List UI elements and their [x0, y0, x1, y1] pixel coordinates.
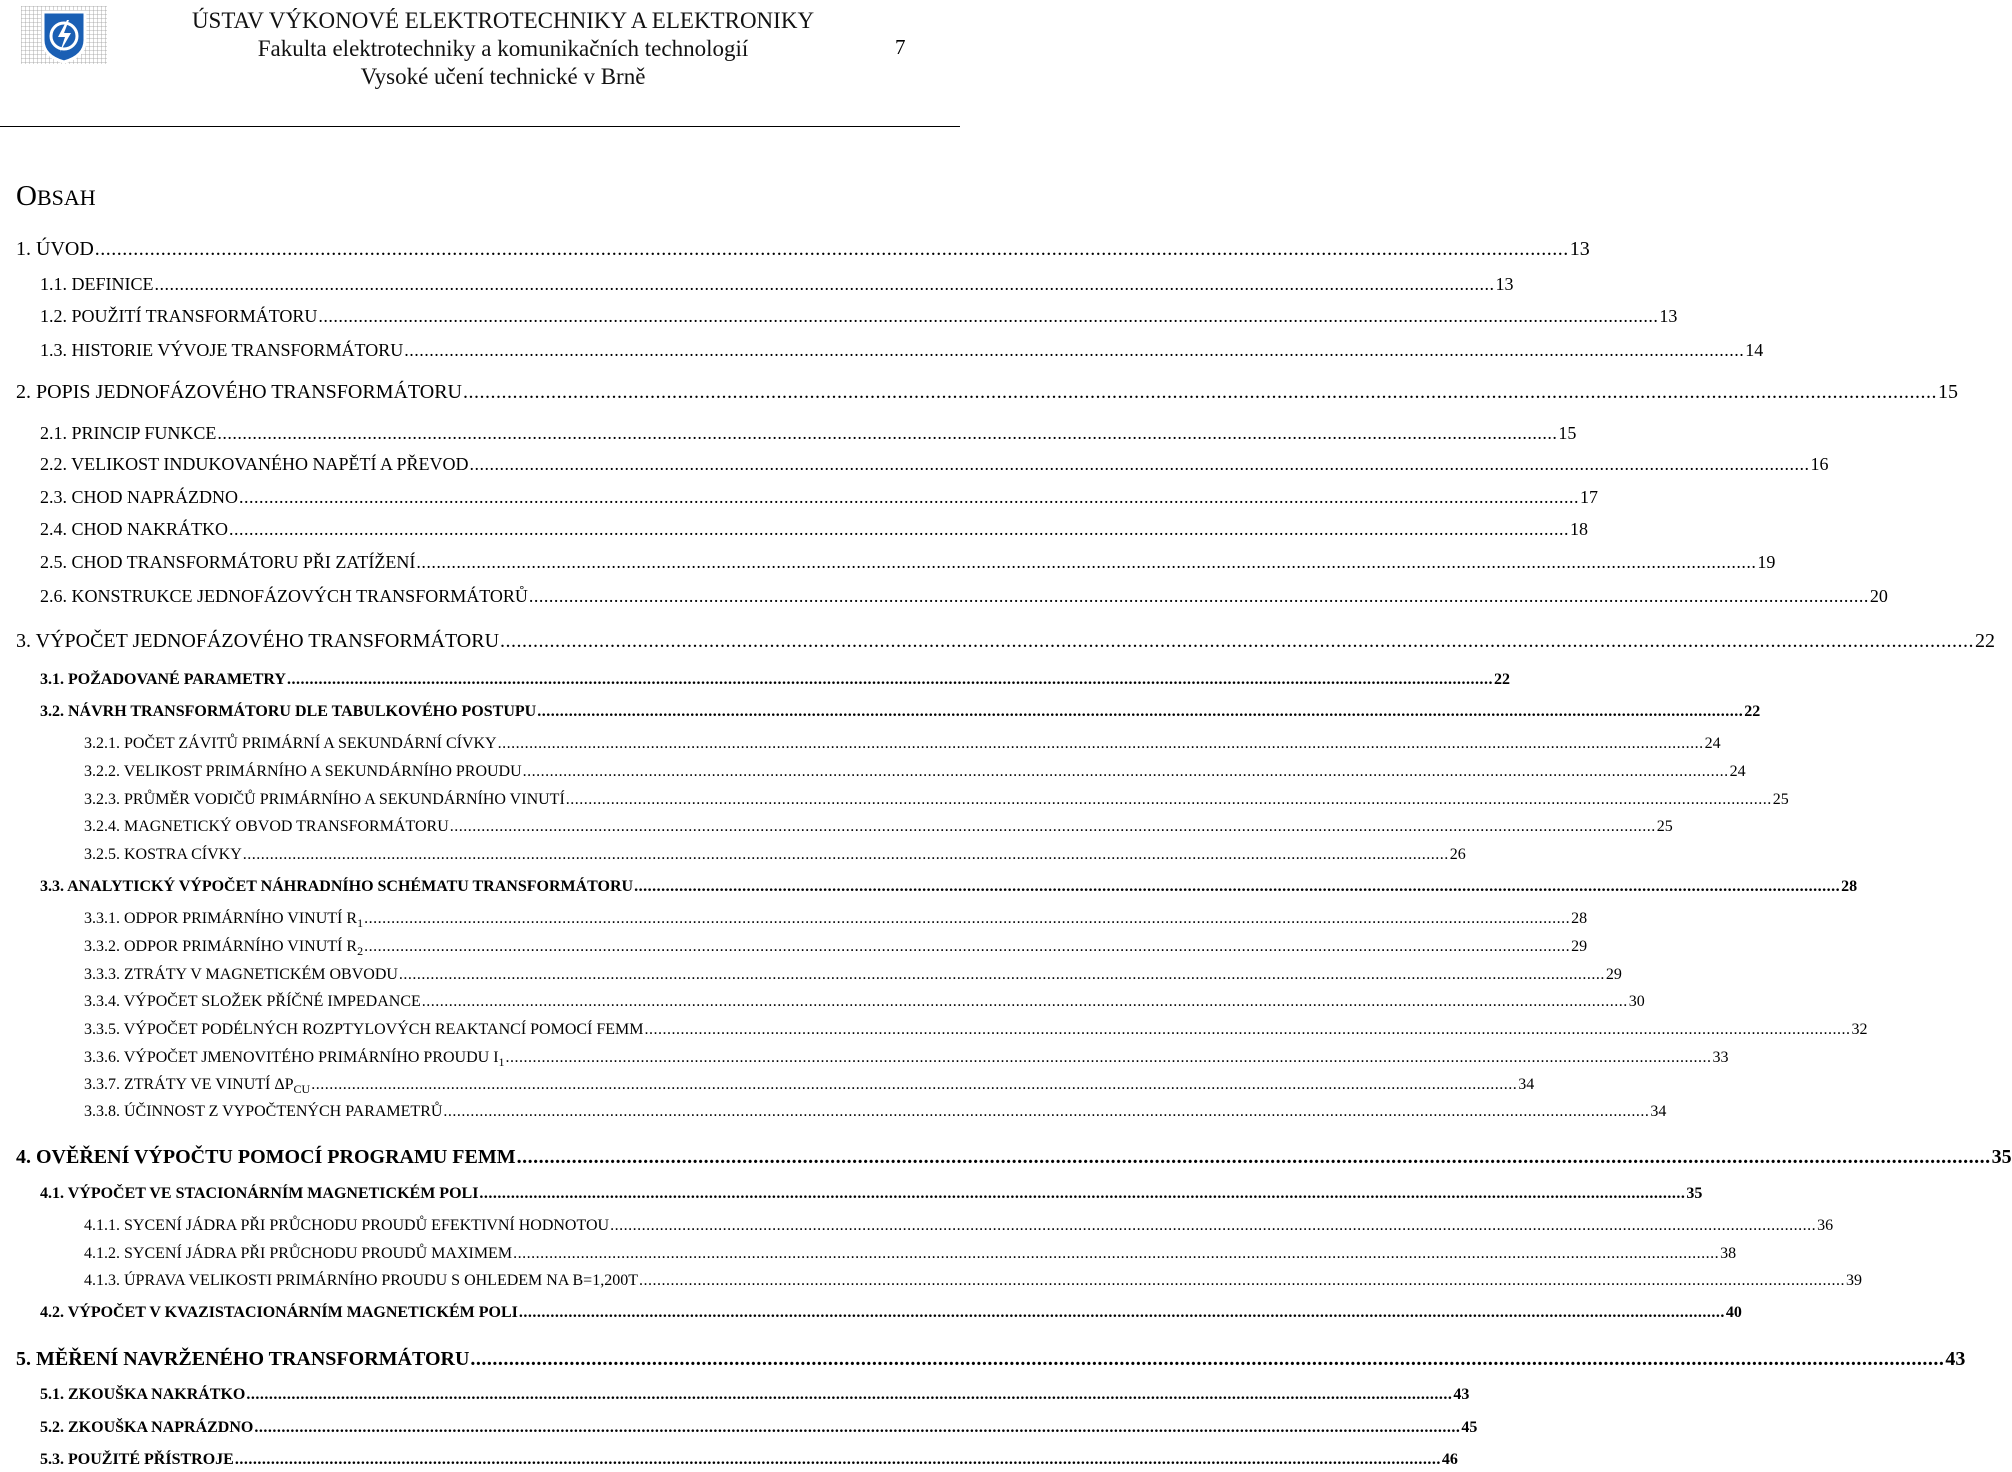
toc-dot-leader: ............................................................................................................................................................................................................................................................................	[638, 1272, 1845, 1289]
toc-entry[interactable]	[84, 935, 1588, 959]
toc-title-rest: BSAH	[36, 185, 96, 210]
toc-page-number: 26	[1449, 846, 1466, 863]
toc-page-number: 16	[1810, 454, 1829, 474]
toc-entry[interactable]	[40, 272, 1514, 296]
toc-entry-label: 3.3.6. VÝPOČET JMENOVITÉHO PRIMÁRNÍHO PROUDU $I_1$	[84, 1049, 505, 1069]
toc-dot-leader: ............................................................................................................................................................................................................................................................................	[500, 630, 1975, 652]
toc-page-number: 45	[1461, 1419, 1478, 1436]
toc-entry-label: 3.3.7. ZTRÁTY VE VINUTÍ $\Delta P_{CU}$	[84, 1076, 311, 1096]
toc-entry-label: 3.2.2. VELIKOST PRIMÁRNÍHO A SEKUNDÁRNÍHO PROUDU	[84, 763, 522, 780]
toc-page-number: 22	[1975, 630, 1996, 652]
toc-entry[interactable]	[84, 788, 1789, 812]
toc-page-number: 38	[1720, 1245, 1737, 1262]
toc-entry-label: 4.2. VÝPOČET V KVAZISTACIONÁRNÍM MAGNETICKÉM POLI	[40, 1304, 518, 1321]
toc-entry[interactable]	[40, 452, 1829, 476]
toc-dot-leader: ............................................................................................................................................................................................................................................................................	[610, 1217, 1817, 1234]
toc-entry[interactable]	[16, 1145, 2012, 1169]
toc-dot-leader: ............................................................................................................................................................................................................................................................................	[470, 1348, 1945, 1370]
toc-dot-leader: ............................................................................................................................................................................................................................................................................	[634, 878, 1841, 895]
toc-entry-subscript: 1	[498, 1055, 505, 1069]
toc-page-number: 35	[1686, 1185, 1703, 1202]
toc-page-number: 28	[1841, 878, 1858, 895]
toc-entry-label: 5. MĚŘENÍ NAVRŽENÉHO TRANSFORMÁTORU	[16, 1348, 470, 1370]
toc-dot-leader: ............................................................................................................................................................................................................................................................................	[404, 340, 1745, 360]
toc-entry-label: 3.3.8. ÚČINNOST Z VYPOČTENÝCH PARAMETRŮ	[84, 1103, 443, 1120]
faculty-name: Fakulta elektrotechniky a komunikačních technologií	[257, 36, 749, 61]
toc-dot-leader: ............................................................................................................................................................................................................................................................................	[364, 938, 1571, 955]
toc-dot-leader: ............................................................................................................................................................................................................................................................................	[644, 1021, 1851, 1038]
toc-entry-label: 2. POPIS JEDNOFÁZOVÉHO TRANSFORMÁTORU	[16, 381, 462, 403]
toc-page-number: 25	[1772, 791, 1789, 808]
toc-entry-label: 3.2.4. MAGNETICKÝ OBVOD TRANSFORMÁTORU	[84, 818, 449, 835]
toc-dot-leader: ............................................................................................................................................................................................................................................................................	[565, 791, 1772, 808]
toc-page-number: 13	[1495, 274, 1514, 294]
toc-page-number: 24	[1704, 735, 1721, 752]
toc-entry-label: 3.2.3. PRŮMĚR VODIČŮ PRIMÁRNÍHO A SEKUNDÁRNÍHO VINUTÍ	[84, 791, 565, 808]
toc-entry[interactable]	[40, 485, 1599, 509]
toc-entry[interactable]	[84, 1269, 1862, 1293]
toc-title-initial: O	[16, 180, 37, 212]
toc-entry-label: 3.3.4. VÝPOČET SLOŽEK PŘÍČNÉ IMPEDANCE	[84, 993, 421, 1010]
toc-page-number: 30	[1628, 993, 1645, 1010]
toc-page-number: 13	[1569, 238, 1590, 260]
toc-entry[interactable]	[40, 1448, 1458, 1472]
toc-entry-label: 5.3. POUŽITÉ PŘÍSTROJE	[40, 1451, 234, 1468]
toc-page-number: 43	[1945, 1348, 1966, 1370]
toc-dot-leader: ............................................................................................................................................................................................................................................................................	[449, 818, 1656, 835]
toc-dot-leader: ............................................................................................................................................................................................................................................................................	[254, 1419, 1461, 1436]
header-divider	[0, 126, 960, 127]
toc-entry-label: 3.2.1. POČET ZÁVITŮ PRIMÁRNÍ A SEKUNDÁRNÍ CÍVKY	[84, 735, 497, 752]
toc-entry[interactable]	[84, 760, 1746, 784]
toc-entry[interactable]	[40, 875, 1858, 899]
toc-dot-leader: ............................................................................................................................................................................................................................................................................	[398, 966, 1605, 983]
toc-dot-leader: ............................................................................................................................................................................................................................................................................	[318, 306, 1659, 326]
toc-entry[interactable]	[40, 700, 1761, 724]
toc-entry[interactable]	[84, 907, 1588, 931]
toc-page-number: 34	[1650, 1103, 1667, 1120]
toc-page-number: 39	[1845, 1272, 1862, 1289]
toc-entry[interactable]	[40, 668, 1510, 692]
toc-page-number: 29	[1605, 966, 1622, 983]
toc-dot-leader: ............................................................................................................................................................................................................................................................................	[497, 735, 1704, 752]
university-name: Vysoké učení technické v Brně	[360, 64, 646, 89]
toc-dot-leader: ............................................................................................................................................................................................................................................................................	[443, 1103, 1650, 1120]
toc-entry-label: 3.3.5. VÝPOČET PODÉLNÝCH ROZPTYLOVÝCH REAKTANCÍ POMOCÍ FEMM	[84, 1021, 644, 1038]
page-number: 7	[895, 35, 906, 59]
toc-entry[interactable]	[84, 1073, 1535, 1097]
toc-page-number: 17	[1580, 487, 1599, 507]
toc-entry[interactable]	[84, 732, 1721, 756]
toc-entry-label: 4.1.1. SYCENÍ JÁDRA PŘI PRŮCHODU PROUDŮ EFEKTIVNÍ HODNOTOU	[84, 1217, 610, 1234]
toc-page-number: 14	[1745, 340, 1764, 360]
toc-dot-leader: ............................................................................................................................................................................................................................................................................	[528, 586, 1869, 606]
toc-entry-label: 3.3.2. ODPOR PRIMÁRNÍHO VINUTÍ $R_2$	[84, 938, 364, 958]
toc-entry-label: 2.4. CHOD NAKRÁTKO	[40, 519, 228, 539]
toc-entry-label: 2.3. CHOD NAPRÁZDNO	[40, 487, 239, 507]
toc-entry[interactable]	[40, 550, 1776, 574]
toc-dot-leader: ............................................................................................................................................................................................................................................................................	[463, 381, 1937, 403]
toc-entry[interactable]	[84, 1214, 1834, 1238]
toc-dot-leader: ............................................................................................................................................................................................................................................................................	[416, 552, 1757, 572]
toc-entry[interactable]	[16, 380, 1958, 404]
toc-entry-label: 4.1. VÝPOČET VE STACIONÁRNÍM MAGNETICKÉM POLI	[40, 1185, 479, 1202]
toc-entry[interactable]	[40, 584, 1888, 608]
toc-entry-label: 1.1. DEFINICE	[40, 274, 154, 294]
toc-page-number: 29	[1571, 938, 1588, 955]
toc-entry-label: 4.1.2. SYCENÍ JÁDRA PŘI PRŮCHODU PROUDŮ MAXIMEM	[84, 1245, 513, 1262]
toc-entry[interactable]	[40, 338, 1764, 362]
toc-dot-leader: ............................................................................................................................................................................................................................................................................	[286, 671, 1493, 688]
institute-logo-icon	[21, 6, 107, 64]
toc-dot-leader: ............................................................................................................................................................................................................................................................................	[239, 487, 1580, 507]
toc-entry[interactable]	[16, 237, 1590, 261]
toc-page-number: 43	[1453, 1386, 1470, 1403]
toc-entry[interactable]	[84, 1242, 1737, 1266]
toc-entry[interactable]	[40, 1383, 1470, 1407]
toc-entry-label: 2.6. KONSTRUKCE JEDNOFÁZOVÝCH TRANSFORMÁTORŮ	[40, 586, 528, 606]
toc-entry-label: 3.3.3. ZTRÁTY V MAGNETICKÉM OBVODU	[84, 966, 398, 983]
toc-entry[interactable]	[16, 1347, 1966, 1371]
toc-entry-subscript: 1	[357, 916, 364, 930]
toc-entry[interactable]	[40, 517, 1588, 541]
toc-entry-label: 5.1. ZKOUŠKA NAKRÁTKO	[40, 1386, 246, 1403]
toc-entry-subscript: CU	[293, 1082, 311, 1096]
toc-dot-leader: ............................................................................................................................................................................................................................................................................	[505, 1049, 1712, 1066]
toc-dot-leader: ............................................................................................................................................................................................................................................................................	[364, 910, 1571, 927]
toc-entry-label: 5.2. ZKOUŠKA NAPRÁZDNO	[40, 1419, 254, 1436]
toc-entry-label: 4. OVĚŘENÍ VÝPOČTU POMOCÍ PROGRAMU FEMM	[16, 1146, 516, 1168]
toc-entry-label: 3.3.1. ODPOR PRIMÁRNÍHO VINUTÍ $R_1$	[84, 910, 364, 930]
toc-entry[interactable]	[84, 963, 1622, 987]
toc-entry[interactable]	[40, 304, 1678, 328]
toc-page-number: 33	[1712, 1049, 1729, 1066]
toc-page-number: 19	[1757, 552, 1776, 572]
toc-page-number: 24	[1729, 763, 1746, 780]
toc-entry-label: 3.2.5. KOSTRA CÍVKY	[84, 846, 242, 863]
toc-dot-leader: ............................................................................................................................................................................................................................................................................	[513, 1245, 1720, 1262]
toc-page-number: 32	[1851, 1021, 1868, 1038]
toc-dot-leader: ............................................................................................................................................................................................................................................................................	[516, 1146, 1991, 1168]
toc-dot-leader: ............................................................................................................................................................................................................................................................................	[234, 1451, 1441, 1468]
toc-page-number: 25	[1656, 818, 1673, 835]
toc-entry[interactable]	[16, 629, 1996, 653]
toc-entry-subscript: 2	[357, 944, 364, 958]
toc-entry-label: 3.2. NÁVRH TRANSFORMÁTORU DLE TABULKOVÉHO POSTUPU	[40, 703, 537, 720]
toc-page-number: 18	[1570, 519, 1588, 539]
institute-name: ÚSTAV VÝKONOVÉ ELEKTROTECHNIKY A ELEKTRONIKY	[191, 8, 815, 33]
toc-page-number: 22	[1493, 671, 1510, 688]
toc-page-number: 15	[1938, 381, 1958, 403]
toc-entry[interactable]	[84, 843, 1466, 867]
toc-entry-label: 2.5. CHOD TRANSFORMÁTORU PŘI ZATÍŽENÍ	[40, 552, 416, 572]
toc-dot-leader: ............................................................................................................................................................................................................................................................................	[537, 703, 1744, 720]
toc-dot-leader: ............................................................................................................................................................................................................................................................................	[421, 993, 1628, 1010]
page-header	[0, 0, 960, 127]
toc-entry[interactable]	[84, 815, 1673, 839]
toc-entry[interactable]	[84, 1100, 1667, 1124]
toc-entry[interactable]	[40, 421, 1577, 445]
toc-page-number: 28	[1571, 910, 1588, 927]
toc-page-number: 13	[1659, 306, 1678, 326]
toc-dot-leader: ............................................................................................................................................................................................................................................................................	[522, 763, 1729, 780]
toc-entry-label: 2.2. VELIKOST INDUKOVANÉHO NAPĚTÍ A PŘEVOD	[40, 454, 469, 474]
toc-entry-label: 1.3. HISTORIE VÝVOJE TRANSFORMÁTORU	[40, 340, 404, 360]
toc-page-number: 40	[1725, 1304, 1742, 1321]
toc-dot-leader: ............................................................................................................................................................................................................................................................................	[246, 1386, 1453, 1403]
toc-dot-leader: ............................................................................................................................................................................................................................................................................	[229, 519, 1569, 539]
toc-dot-leader: ............................................................................................................................................................................................................................................................................	[94, 238, 1569, 260]
toc-entry[interactable]	[40, 1301, 1742, 1325]
toc-entry[interactable]	[40, 1182, 1703, 1206]
toc-page-number: 46	[1441, 1451, 1458, 1468]
toc-dot-leader: ............................................................................................................................................................................................................................................................................	[469, 454, 1810, 474]
toc-dot-leader: ............................................................................................................................................................................................................................................................................	[154, 274, 1495, 294]
toc-entry[interactable]	[40, 1416, 1478, 1440]
toc-page-number: 20	[1869, 586, 1888, 606]
toc-entry-label: 1.2. POUŽITÍ TRANSFORMÁTORU	[40, 306, 318, 326]
toc-entry[interactable]	[84, 1018, 1868, 1042]
toc-title	[16, 182, 96, 211]
toc-entry-label: 4.1.3. ÚPRAVA VELIKOSTI PRIMÁRNÍHO PROUDU S OHLEDEM NA B=1,200T	[84, 1272, 638, 1289]
toc-entry-label: 3.1. POŽADOVANÉ PARAMETRY	[40, 671, 286, 688]
toc-dot-leader: ............................................................................................................................................................................................................................................................................	[217, 423, 1558, 443]
toc-page-number: 15	[1558, 423, 1577, 443]
toc-page-number: 35	[1991, 1146, 2012, 1168]
toc-entry-label: 3. VÝPOČET JEDNOFÁZOVÉHO TRANSFORMÁTORU	[16, 630, 500, 652]
toc-entry-label: 2.1. PRINCIP FUNKCE	[40, 423, 217, 443]
toc-entry[interactable]	[84, 990, 1645, 1014]
toc-entry-label: 1. ÚVOD	[16, 238, 94, 260]
toc-page-number: 34	[1518, 1076, 1535, 1093]
toc-entry[interactable]	[84, 1046, 1729, 1070]
toc-entry-label: 3.3. ANALYTICKÝ VÝPOČET NÁHRADNÍHO SCHÉMATU TRANSFORMÁTORU	[40, 878, 634, 895]
toc-page-number: 22	[1744, 703, 1761, 720]
toc-dot-leader: ............................................................................................................................................................................................................................................................................	[242, 846, 1449, 863]
toc-dot-leader: ............................................................................................................................................................................................................................................................................	[479, 1185, 1686, 1202]
toc-dot-leader: ............................................................................................................................................................................................................................................................................	[518, 1304, 1725, 1321]
toc-page-number: 36	[1817, 1217, 1834, 1234]
toc-dot-leader: ............................................................................................................................................................................................................................................................................	[311, 1076, 1518, 1093]
